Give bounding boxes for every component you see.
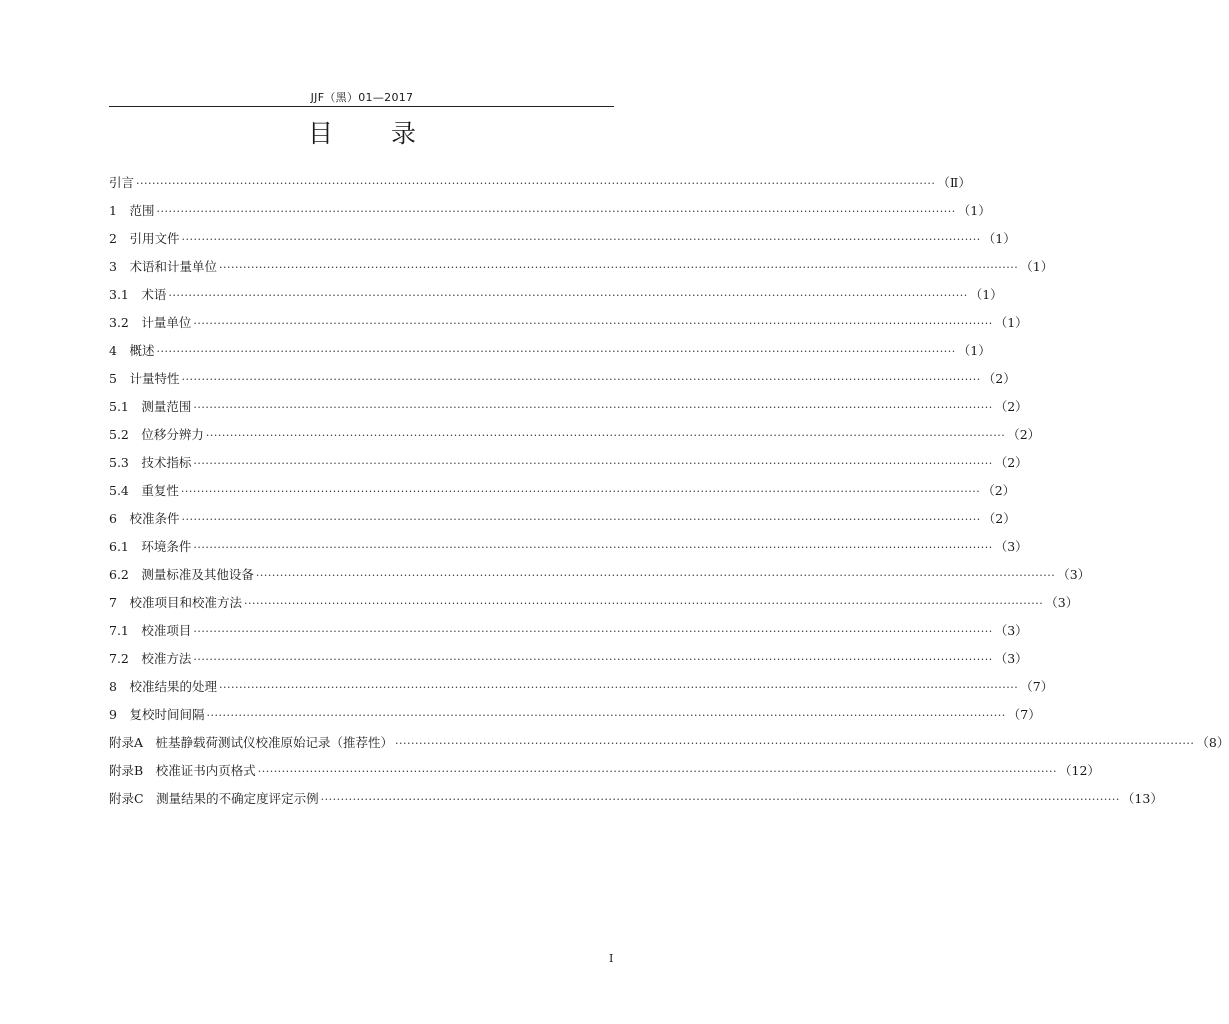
toc-entry-title: 计量特性: [129, 371, 180, 386]
header-rule: [109, 106, 614, 107]
toc-leader-dots: ········································································································································································································: [168, 288, 968, 302]
toc-entry-page: （3）: [1045, 595, 1079, 610]
table-of-contents: [109, 168, 1229, 812]
toc-entry-number: 7.1: [109, 623, 142, 638]
title-char-1: 目: [307, 119, 333, 148]
toc-entry-number: 9: [109, 707, 130, 722]
toc-entry-page: （13）: [1121, 791, 1163, 806]
toc-entry[interactable]: [109, 644, 1028, 672]
toc-entry-page: （2）: [994, 399, 1028, 414]
toc-entry-page: （3）: [1057, 567, 1091, 582]
toc-entry-page: （7）: [1007, 707, 1041, 722]
toc-entry[interactable]: [109, 784, 1163, 812]
toc-leader-dots: ········································································································································································································: [395, 736, 1195, 750]
standard-code-header: JJF（黑）01—2017: [310, 91, 414, 104]
toc-entry-title: 测量结果的不确定度评定示例: [156, 791, 319, 806]
toc-entry[interactable]: [109, 168, 971, 196]
toc-entry-title: 重复性: [141, 483, 179, 498]
toc-entry[interactable]: [109, 560, 1091, 588]
toc-entry-page: （1）: [994, 315, 1028, 330]
toc-entry-page: （1）: [982, 231, 1016, 246]
toc-entry[interactable]: [109, 672, 1054, 700]
toc-entry[interactable]: [109, 336, 991, 364]
toc-leader-dots: ········································································································································································································: [193, 624, 993, 638]
toc-entry-title: 引言: [109, 175, 135, 190]
toc-entry-page: （2）: [982, 511, 1016, 526]
toc-leader-dots: ········································································································································································································: [181, 372, 981, 386]
toc-entry-title: 术语和计量单位: [129, 259, 217, 274]
toc-entry-page: （3）: [994, 539, 1028, 554]
toc-leader-dots: ········································································································································································································: [193, 652, 993, 666]
toc-entry-title: 概述: [129, 343, 155, 358]
toc-entry-page: （Ⅱ）: [937, 175, 971, 190]
toc-entry-number: 6.2: [109, 567, 142, 582]
toc-entry-title: 环境条件: [141, 539, 192, 554]
toc-entry-title: 复校时间间隔: [129, 707, 205, 722]
toc-leader-dots: ········································································································································································································: [156, 204, 956, 218]
toc-entry-number: 附录A: [109, 735, 156, 750]
toc-leader-dots: ········································································································································································································: [206, 708, 1006, 722]
toc-entry-number: 6: [109, 511, 130, 526]
toc-leader-dots: ········································································································································································································: [193, 400, 993, 414]
toc-entry-title: 校准证书内页格式: [155, 763, 256, 778]
toc-entry-title: 计量单位: [141, 315, 192, 330]
toc-entry[interactable]: [109, 224, 1016, 252]
toc-entry[interactable]: [109, 532, 1028, 560]
toc-entry-number: 7: [109, 595, 130, 610]
toc-entry[interactable]: [109, 252, 1054, 280]
toc-entry[interactable]: [109, 476, 1016, 504]
toc-entry[interactable]: [109, 364, 1016, 392]
toc-leader-dots: ········································································································································································································: [180, 484, 981, 498]
toc-entry-title: 技术指标: [141, 455, 192, 470]
toc-entry-title: 校准项目和校准方法: [129, 595, 242, 610]
title-char-2: 录: [391, 119, 417, 148]
toc-entry[interactable]: [109, 308, 1028, 336]
toc-leader-dots: ········································································································································································································: [257, 764, 1058, 778]
toc-entry[interactable]: [109, 616, 1028, 644]
toc-entry-page: （1）: [957, 203, 991, 218]
toc-entry-title: 范围: [129, 203, 155, 218]
toc-leader-dots: ········································································································································································································: [205, 428, 1006, 442]
toc-entry[interactable]: [109, 504, 1016, 532]
toc-entry[interactable]: [109, 196, 991, 224]
toc-entry[interactable]: [109, 700, 1041, 728]
toc-leader-dots: ········································································································································································································: [193, 456, 993, 470]
toc-entry[interactable]: [109, 448, 1028, 476]
toc-entry-number: 3.1: [109, 287, 142, 302]
toc-leader-dots: ········································································································································································································: [156, 344, 956, 358]
toc-entry-title: 校准条件: [129, 511, 180, 526]
toc-entry-title: 术语: [141, 287, 167, 302]
toc-leader-dots: ········································································································································································································: [181, 232, 981, 246]
toc-entry-number: 5: [109, 371, 130, 386]
toc-entry-title: 校准方法: [141, 651, 192, 666]
toc-entry-title: 测量范围: [141, 399, 192, 414]
toc-entry-page: （2）: [1007, 427, 1041, 442]
page-number: I: [609, 952, 614, 965]
toc-leader-dots: ········································································································································································································: [193, 540, 993, 554]
toc-entry-number: 4: [109, 343, 130, 358]
toc-entry-number: 2: [109, 231, 130, 246]
toc-entry-page: （3）: [994, 623, 1028, 638]
toc-entry-number: 3.2: [109, 315, 142, 330]
toc-leader-dots: ········································································································································································································: [320, 792, 1120, 806]
toc-entry-page: （8）: [1196, 735, 1229, 750]
toc-entry-title: 位移分辨力: [141, 427, 204, 442]
toc-entry-page: （3）: [994, 651, 1028, 666]
toc-entry-page: （7）: [1020, 679, 1054, 694]
toc-leader-dots: ········································································································································································································: [218, 680, 1019, 694]
toc-entry-number: 3: [109, 259, 130, 274]
toc-entry[interactable]: [109, 392, 1028, 420]
toc-entry-title: 桩基静载荷测试仪校准原始记录（推荐性）: [155, 735, 394, 750]
toc-leader-dots: ········································································································································································································: [243, 596, 1044, 610]
toc-entry[interactable]: [109, 756, 1100, 784]
toc-entry-page: （1）: [957, 343, 991, 358]
toc-entry-number: 附录B: [109, 763, 156, 778]
toc-entry-number: 5.1: [109, 399, 142, 414]
page-title: [0, 114, 724, 150]
toc-entry-number: 7.2: [109, 651, 142, 666]
toc-entry-page: （1）: [969, 287, 1003, 302]
toc-entry[interactable]: [109, 280, 1003, 308]
toc-entry-number: 5.2: [109, 427, 142, 442]
toc-entry-title: 校准结果的处理: [129, 679, 217, 694]
toc-leader-dots: ········································································································································································································: [136, 176, 936, 190]
toc-leader-dots: ········································································································································································································: [218, 260, 1019, 274]
toc-entry-page: （2）: [994, 455, 1028, 470]
toc-entry[interactable]: [109, 420, 1041, 448]
toc-entry-page: （2）: [982, 483, 1016, 498]
toc-leader-dots: ········································································································································································································: [193, 316, 993, 330]
toc-entry-page: （1）: [1020, 259, 1054, 274]
toc-leader-dots: ········································································································································································································: [181, 512, 981, 526]
toc-entry-title: 测量标准及其他设备: [141, 567, 254, 582]
toc-entry-number: 1: [109, 203, 130, 218]
toc-entry-page: （12）: [1059, 763, 1100, 778]
toc-entry-number: 5.3: [109, 455, 142, 470]
toc-entry-number: 8: [109, 679, 130, 694]
toc-entry-number: 5.4: [109, 483, 142, 498]
toc-entry-page: （2）: [982, 371, 1016, 386]
toc-entry[interactable]: [109, 728, 1229, 756]
toc-entry[interactable]: [109, 588, 1079, 616]
toc-entry-number: 附录C: [109, 791, 157, 806]
toc-entry-number: 6.1: [109, 539, 142, 554]
toc-entry-title: 引用文件: [129, 231, 180, 246]
toc-entry-title: 校准项目: [141, 623, 192, 638]
toc-leader-dots: ········································································································································································································: [255, 568, 1056, 582]
